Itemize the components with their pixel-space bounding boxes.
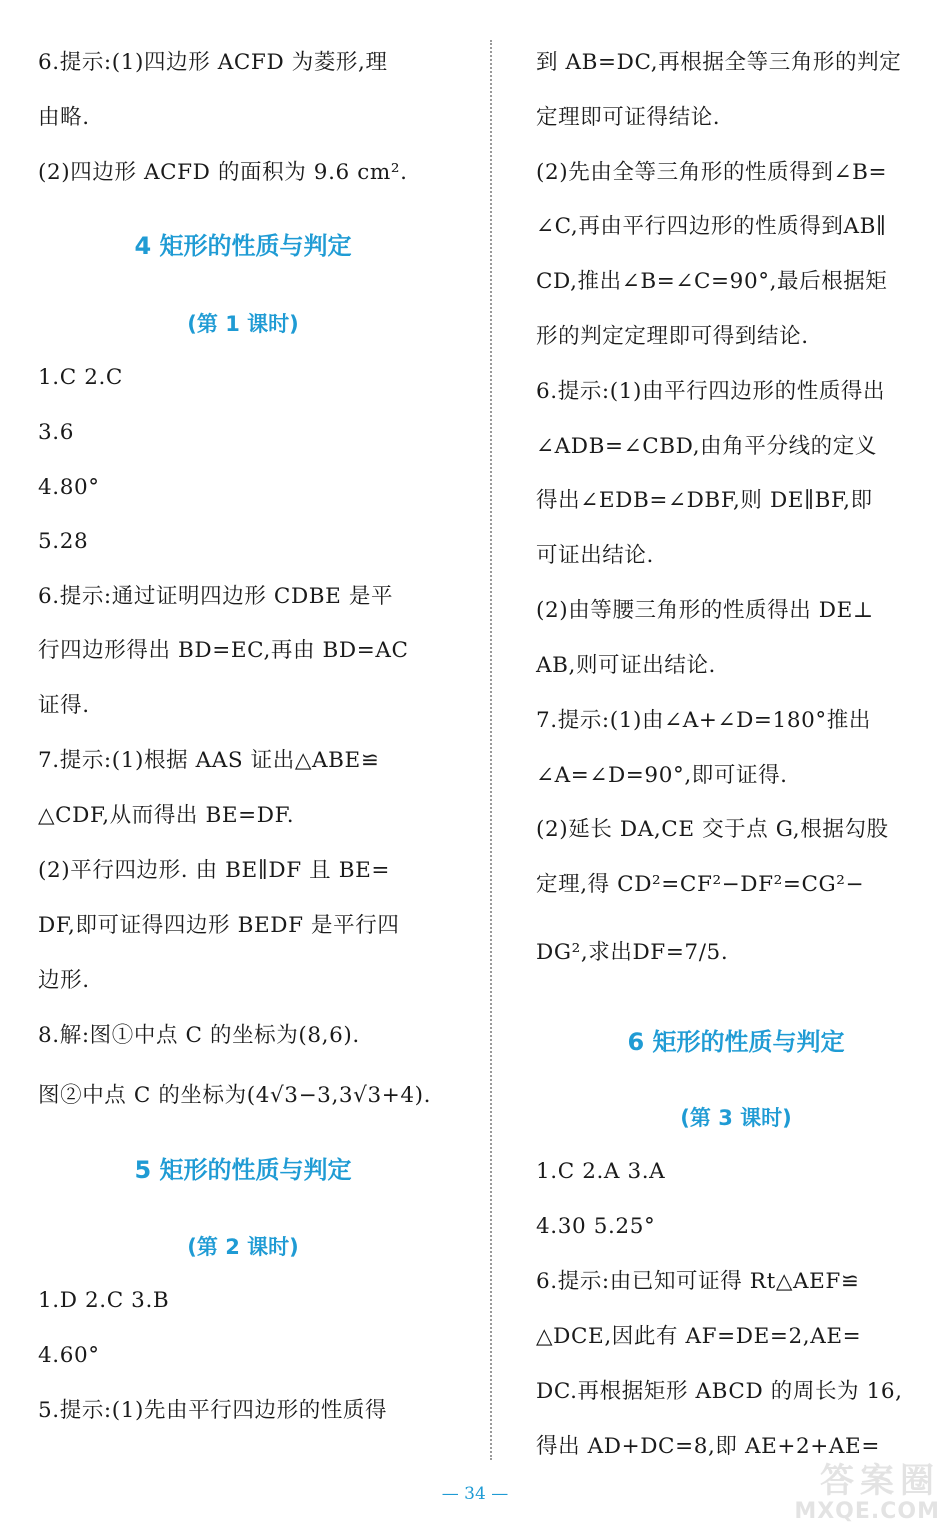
text-line: CD,推出∠B=∠C=90°,最后根据矩 [536,269,888,294]
text-line: 行四边形得出 BD=EC,再由 BD=AC [38,638,409,663]
text-line: 1.C 2.A 3.A [536,1159,666,1184]
text-line: 3.6 [38,420,74,445]
text-line: 5.提示:(1)先由平行四边形的性质得 [38,1398,388,1423]
text-line: 证得. [38,693,90,718]
text-line: 边形. [38,968,90,993]
section-heading: 6 矩形的性质与判定 [627,1028,845,1056]
text-line: 定理,得 CD²=CF²−DF²=CG²− [536,872,865,897]
text-line: 6.提示:(1)四边形 ACFD 为菱形,理 [38,50,388,75]
text-line: △CDF,从而得出 BE=DF. [38,803,295,828]
text-line: (2)先由全等三角形的性质得到∠B= [536,160,888,185]
text-line: ∠ADB=∠CBD,由角平分线的定义 [536,434,877,459]
text-line: 4.30 5.25° [536,1214,656,1239]
text-line: DF,即可证得四边形 BEDF 是平行四 [38,913,400,938]
text-line: 得出 AD+DC=8,即 AE+2+AE= [536,1434,880,1459]
text-line: 1.C 2.C [38,365,123,390]
text-line: 7.提示:(1)由∠A+∠D=180°推出 [536,708,871,733]
text-line: 6.提示:由已知可证得 Rt△AEF≌ [536,1269,860,1294]
text-line: 6.提示:(1)由平行四边形的性质得出 [536,379,886,404]
column-divider [490,40,492,1460]
text-line: ∠A=∠D=90°,即可证得. [536,763,788,788]
text-line: 形的判定定理即可得到结论. [536,324,809,349]
watermark-logo [760,1462,940,1532]
text-line: 到 AB=DC,再根据全等三角形的判定 [536,50,902,75]
text-line: (2)延长 DA,CE 交于点 G,根据勾股 [536,817,889,842]
section-heading: 4 矩形的性质与判定 [134,232,352,260]
page-number: — 34 — [441,1484,509,1504]
text-line: ∠C,再由平行四边形的性质得到AB∥ [536,214,887,239]
text-line: DC.再根据矩形 ABCD 的周长为 16, [536,1379,903,1404]
text-line: △DCE,因此有 AF=DE=2,AE= [536,1324,862,1349]
text-line: 由略. [38,105,90,130]
text-line: 图②中点 C 的坐标为(4√3−3,3√3+4). [38,1083,432,1108]
text-line: 定理即可证得结论. [536,105,721,130]
text-line: 得出∠EDB=∠DBF,则 DE∥BF,即 [536,488,873,513]
text-line: 1.D 2.C 3.B [38,1288,170,1313]
text-line: 4.80° [38,475,100,500]
text-line: 6.提示:通过证明四边形 CDBE 是平 [38,584,394,609]
text-line: 4.60° [38,1343,100,1368]
text-line: (2)四边形 ACFD 的面积为 9.6 cm². [38,160,408,185]
text-line: 8.解:图①中点 C 的坐标为(8,6). [38,1023,360,1048]
lesson-heading: (第 3 课时) [680,1106,792,1130]
section-heading: 5 矩形的性质与判定 [134,1156,352,1184]
text-line: 5.28 [38,529,89,554]
lesson-heading: (第 2 课时) [187,1235,299,1259]
text-line: (2)平行四边形. 由 BE∥DF 且 BE= [38,858,391,883]
text-line: DG²,求出DF=7/5. [536,940,729,965]
watermark-text-top: 答案圈 [820,1461,940,1501]
text-line: 可证出结论. [536,543,654,568]
text-line: (2)由等腰三角形的性质得出 DE⊥ [536,598,874,623]
text-line: AB,则可证出结论. [536,653,716,678]
watermark-text-bottom: MXQE.COM [794,1499,940,1524]
lesson-heading: (第 1 课时) [187,312,299,336]
text-line: 7.提示:(1)根据 AAS 证出△ABE≌ [38,748,380,773]
